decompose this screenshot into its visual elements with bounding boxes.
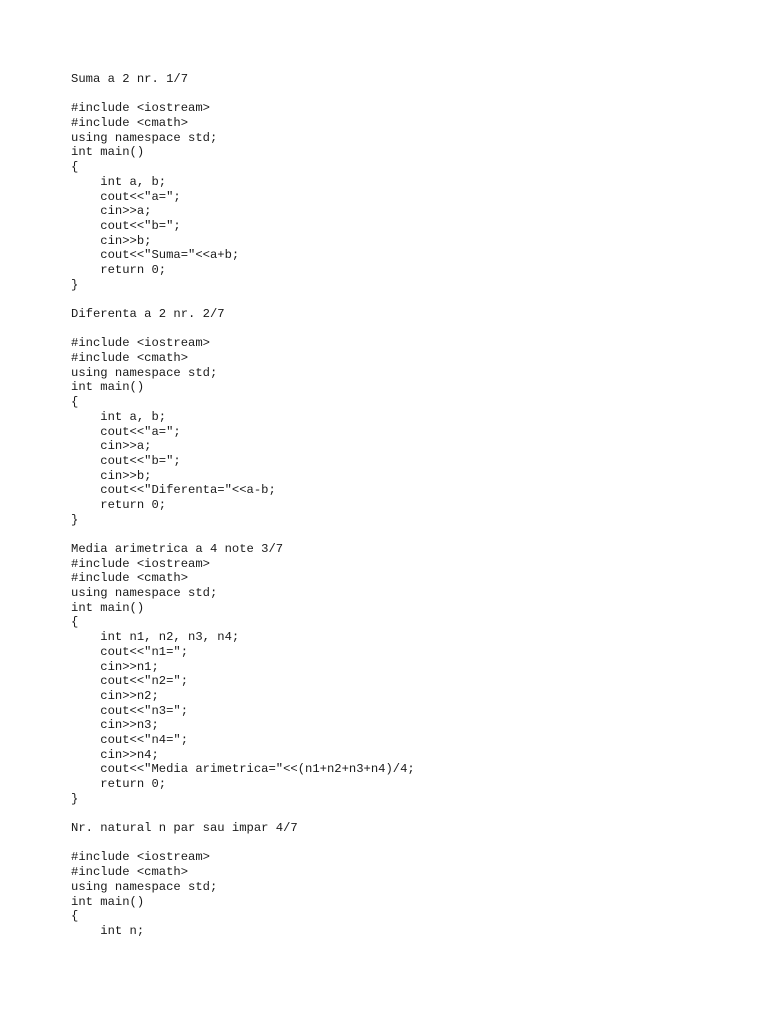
code-line: } (71, 277, 79, 292)
code-line: using namespace std; (71, 365, 218, 380)
blank-line (71, 836, 751, 851)
code-line: #include <iostream> (71, 556, 210, 571)
code-line: cout<<"b="; (71, 453, 181, 468)
code-line: { (71, 909, 79, 924)
code-line: cin>>n3; (71, 718, 159, 733)
section-title: Suma a 2 nr. 1/7 (71, 72, 189, 86)
code-line: cout<<"Diferenta="<<a-b; (71, 483, 276, 498)
code-line: #include <cmath> (71, 116, 189, 131)
code-line: int n; (71, 923, 145, 938)
code-line: cout<<"Media arimetrica="<<(n1+n2+n3+n4)/4; (71, 762, 415, 777)
code-line: cout<<"n1="; (71, 644, 189, 659)
code-line: cout<<"b="; (71, 218, 181, 233)
code-section (71, 72, 751, 307)
code-line: { (71, 615, 79, 630)
code-line: cout<<"a="; (71, 189, 181, 204)
section-title: Nr. natural n par sau impar 4/7 (71, 821, 298, 836)
code-section (71, 542, 751, 821)
code-line: int main() (71, 380, 145, 395)
code-line: using namespace std; (71, 130, 218, 145)
blank-line (71, 292, 751, 307)
code-line: int n1, n2, n3, n4; (71, 630, 240, 645)
code-line: cin>>a; (71, 439, 152, 454)
code-line: cin>>b; (71, 468, 152, 483)
code-line: #include <cmath> (71, 351, 189, 366)
code-line: #include <cmath> (71, 865, 189, 880)
document-body (71, 72, 751, 939)
blank-line (71, 87, 751, 102)
code-line: return 0; (71, 262, 167, 277)
code-section (71, 821, 751, 939)
code-line: int a, b; (71, 409, 167, 424)
code-line: cin>>a; (71, 204, 152, 219)
code-line: cin>>n4; (71, 747, 159, 762)
code-line: int main() (71, 894, 145, 909)
code-line: #include <iostream> (71, 850, 210, 865)
section-title: Diferenta a 2 nr. 2/7 (71, 307, 225, 321)
code-line: using namespace std; (71, 879, 218, 894)
code-line: cin>>n1; (71, 659, 159, 674)
code-line: #include <iostream> (71, 101, 210, 116)
code-line: } (71, 512, 79, 527)
blank-line (71, 806, 751, 821)
code-line: { (71, 395, 79, 410)
code-section (71, 307, 751, 542)
section-title: Media arimetrica a 4 note 3/7 (71, 542, 284, 556)
code-line: using namespace std; (71, 586, 218, 601)
code-line: cout<<"Suma="<<a+b; (71, 248, 240, 263)
code-line: return 0; (71, 497, 167, 512)
code-line: return 0; (71, 777, 167, 791)
code-line: #include <cmath> (71, 571, 189, 586)
code-line: int main() (71, 145, 145, 160)
code-line: cout<<"n4="; (71, 732, 189, 747)
blank-line (71, 527, 751, 542)
code-line: cout<<"n2="; (71, 674, 189, 689)
code-line: int main() (71, 600, 145, 615)
blank-line (71, 322, 751, 337)
code-line: cin>>b; (71, 233, 152, 248)
code-line: int a, b; (71, 174, 167, 189)
code-line: { (71, 160, 79, 175)
code-line: cout<<"n3="; (71, 703, 189, 718)
code-line: cout<<"a="; (71, 424, 181, 439)
code-line: } (71, 791, 79, 806)
code-line: cin>>n2; (71, 688, 159, 703)
code-line: #include <iostream> (71, 336, 210, 351)
